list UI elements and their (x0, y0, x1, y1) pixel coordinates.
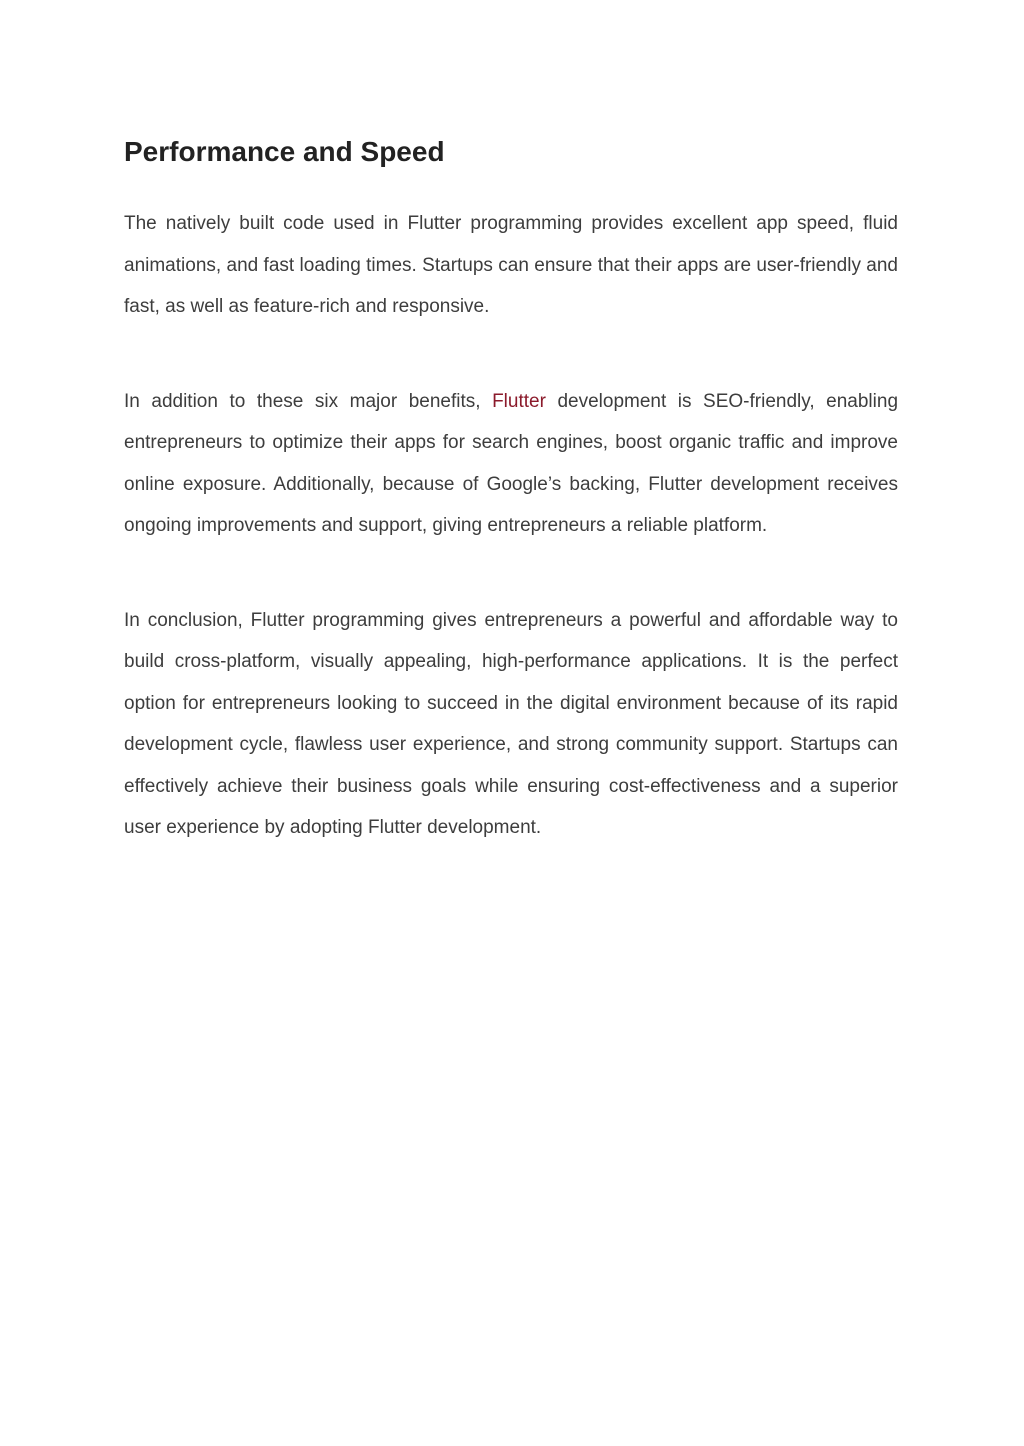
paragraph-performance: The natively built code used in Flutter programming provides excellent app speed, fluid animations, and fast loading times. Startups can ensure that their apps are user-friendly and fast, as well as feature-rich and responsive. (124, 213, 898, 317)
paragraph-benefits-rest: development is SEO-friendly, enabling entrepreneurs to optimize their apps for search engines, boost organic traffic and improve online exposure. Additionally, because of Google’s backing, Flutter development receives ongoing improvements and support, giving entrepreneurs a reliable platform. (124, 390, 899, 536)
paragraph-conclusion: In conclusion, Flutter programming gives entrepreneurs a powerful and affordable way to build cross-platform, visually appealing, high-performance applications. It is the perfect option for entrepreneurs looking to succeed in the digital environment because of its rapid development cycle, flawless user experience, and strong community support. Startups can effectively achieve their business goals while ensuring cost-effectiveness and a superior user experience by adopting Flutter development. (124, 609, 898, 838)
flutter-link[interactable]: Flutter (492, 390, 546, 412)
paragraph-benefits-intro: In addition to these six major benefits, (124, 390, 493, 412)
paragraph-benefits (124, 381, 898, 547)
document-page (124, 128, 898, 849)
section-heading: Performance and Speed (124, 136, 445, 167)
